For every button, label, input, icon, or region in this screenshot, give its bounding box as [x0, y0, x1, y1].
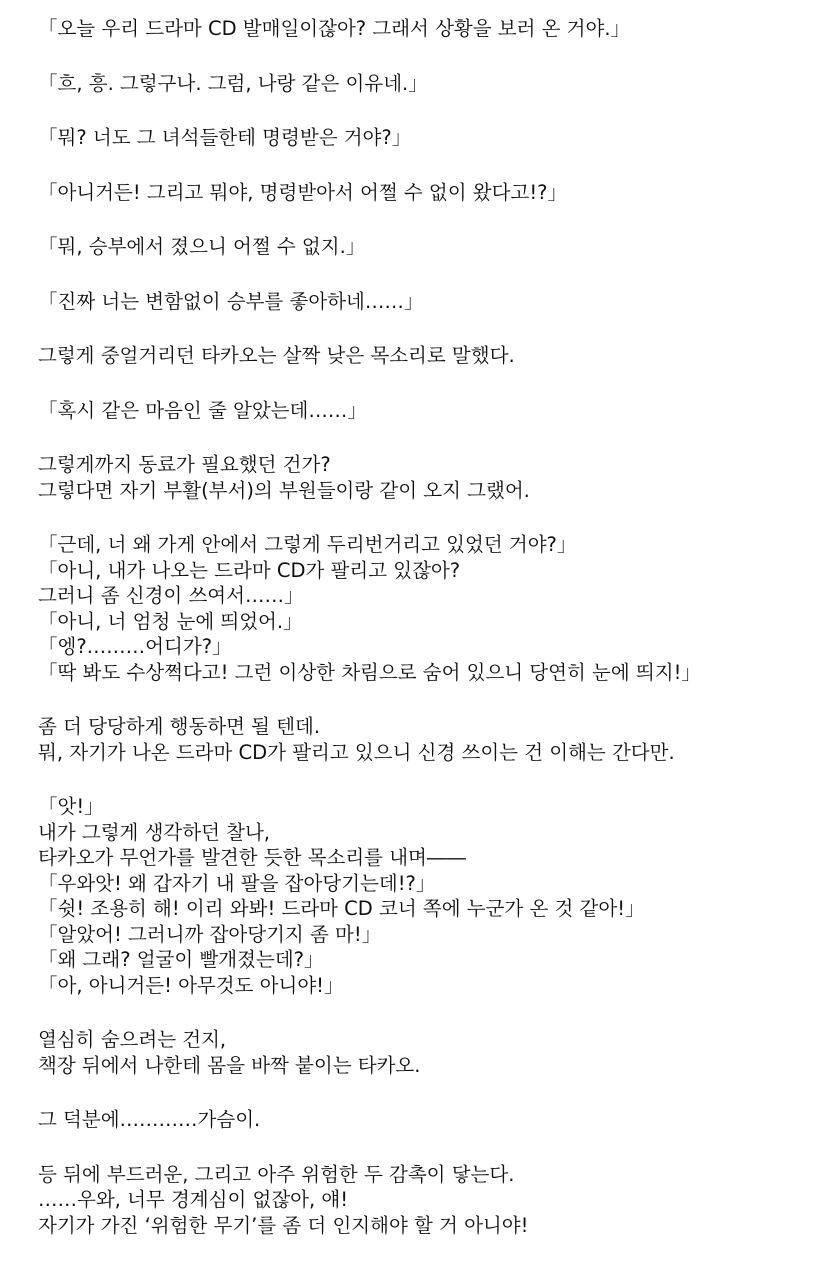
paragraph [38, 343, 828, 369]
paragraph [38, 794, 828, 998]
text-line: 그 덕분에…………가슴이. [38, 1108, 261, 1131]
text-line: 「뭐, 승부에서 졌으니 어쩔 수 없지.」 [38, 235, 366, 258]
text-line: 좀 더 당당하게 행동하면 될 텐데. [38, 715, 321, 738]
paragraph [38, 398, 828, 424]
text-line: 책장 뒤에서 나한테 몸을 바짝 붙이는 타카오. [38, 1053, 421, 1077]
paragraph [38, 71, 828, 97]
text-line: 타카오가 무언가를 발견한 듯한 목소리를 내며―― [38, 846, 466, 869]
text-line: 「아니, 너 엄청 눈에 띄었어.」 [38, 609, 303, 633]
paragraph [38, 125, 828, 151]
text-line: 「흐, 흥. 그렇구나. 그럼, 나랑 같은 이유네.」 [38, 71, 428, 95]
text-line: 「알았어! 그러니까 잡아당기지 좀 마!」 [38, 922, 382, 946]
text-line: 열심히 숨으려는 건지, [38, 1028, 227, 1051]
text-line: 자기가 가진 ‘위험한 무기’를 좀 더 인지해야 할 거 아니야! [38, 1213, 529, 1237]
story-text [38, 16, 828, 1267]
paragraph [38, 16, 828, 42]
text-line: 「오늘 우리 드라마 CD 발매일이잖아? 그래서 상황을 보러 온 거야.」 [38, 17, 631, 40]
text-line: 「뭐? 너도 그 녀석들한테 명령받은 거야?」 [38, 126, 412, 149]
text-line: 그러니 좀 신경이 쓰여서……」 [38, 584, 304, 607]
text-line: 등 뒤에 부드러운, 그리고 아주 위험한 두 감촉이 닿는다. [38, 1162, 515, 1186]
text-line: 「엥?………어디가?」 [38, 635, 232, 658]
text-line: 「근데, 너 왜 가게 안에서 그렇게 두리번거리고 있었던 거야?」 [38, 533, 577, 556]
text-line: 「딱 봐도 수상쩍다고! 그런 이상한 차림으로 숨어 있으니 당연히 눈에 띄지!」 [38, 660, 701, 684]
text-line: 그렇다면 자기 부활(부서)의 부원들이랑 같이 오지 그랬어. [38, 478, 530, 502]
paragraph [38, 532, 828, 685]
paragraph [38, 452, 828, 503]
text-line: 뭐, 자기가 나온 드라마 CD가 팔리고 있으니 신경 쓰이는 건 이해는 간다만. [38, 740, 675, 764]
text-line: 「왜 그래? 얼굴이 빨개졌는데?」 [38, 948, 324, 971]
text-line: 「아, 아니거든! 아무것도 아니야!」 [38, 973, 344, 997]
paragraph [38, 180, 828, 206]
text-line: 그렇게까지 동료가 필요했던 건가? [38, 453, 331, 476]
text-line: 「우와앗! 왜 갑자기 내 팔을 잡아당기는데!?」 [38, 871, 436, 895]
text-line: 「쉿! 조용히 해! 이리 와봐! 드라마 CD 코너 쪽에 누군가 온 것 같아!」 [38, 897, 645, 920]
paragraph [38, 234, 828, 260]
paragraph [38, 714, 828, 765]
paragraph [38, 1027, 828, 1078]
text-line: 「아니거든! 그리고 뭐야, 명령받아서 어쩔 수 없이 왔다고!?」 [38, 180, 567, 204]
watermark [2, 1120, 114, 1198]
text-line: 「혹시 같은 마음인 줄 알았는데……」 [38, 398, 367, 422]
text-line: 「앗!」 [38, 795, 104, 818]
text-line: 「아니, 내가 나오는 드라마 CD가 팔리고 있잖아? [38, 558, 461, 582]
text-line: ……우와, 너무 경계심이 없잖아, 얘! [38, 1188, 349, 1211]
paragraph [38, 289, 828, 315]
text-line: 내가 그렇게 생각하던 찰나, [38, 820, 271, 844]
paragraph [38, 1107, 828, 1133]
text-line: 그렇게 중얼거리던 타카오는 살짝 낮은 목소리로 말했다. [38, 344, 515, 367]
text-line: 「진짜 너는 변함없이 승부를 좋아하네……」 [38, 289, 424, 313]
